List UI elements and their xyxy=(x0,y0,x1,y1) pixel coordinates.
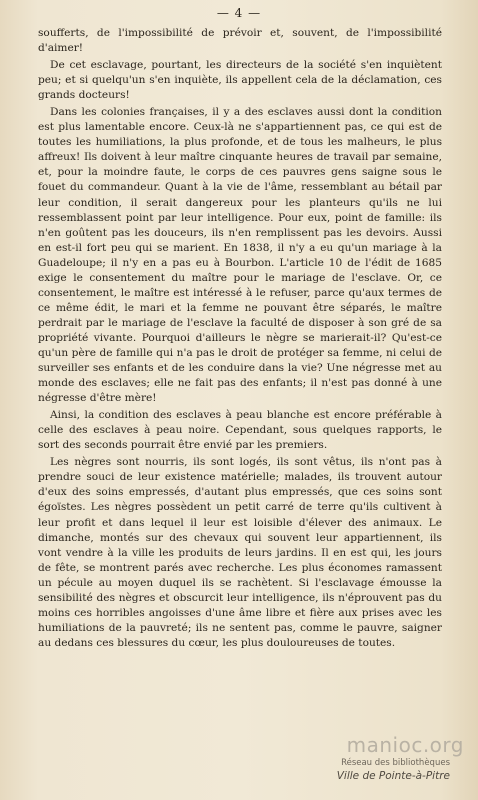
watermark-library: Ville de Pointe-à-Pitre xyxy=(336,770,450,782)
page-number: — 4 — xyxy=(216,6,262,20)
paragraph: Dans les colonies françaises, il y a des esclaves aussi dont la condition est plus lamentable encore. Ceux-là ne s'appartiennent pas, ce qui est de toutes les humiliations, la plus profonde, et de tous les malheurs, le plus affreux! Ils doivent à leur maître cinquante heures de travail par semaine, et, pour la moindre faute, le corps de ces pauvres gens saigne sous le fouet du commandeur. Quant à la vie de l'âme, ressemblant au bétail par leur condition, il serait dangereux pour les planteurs qu'ils ne lui ressemblassent point par leur intelligence. Pour eux, point de famille: ils n'en goûtent pas les douceurs, ils n'en remplissent pas les devoirs. Aussi en est-il fort peu qui se marient. En 1838, il n'y a eu qu'un mariage à la Guadeloupe; il n'y en a pas eu à Bourbon. L'article 10 de l'édit de 1685 exige le consentement du maître pour le mariage de l'esclave. Or, ce consentement, le maître est intéressé à le refuser, parce qu'aux termes de ce même édit, le mari et la femme ne pouvant être séparés, le maître perdrait par le mariage de l'esclave la faculté de disposer à son gré de sa propriété vivante. Pourquoi d'ailleurs le nègre se marierait-il? Qu'est-ce qu'un père de famille qui n'a pas le droit de protéger sa femme, ni celui de surveiller ses enfants et de les conduire dans la vie? Une négresse met au monde des esclaves; elle ne fait pas des enfants; il n'est pas donné à une négresse d'être mère! xyxy=(38,106,442,405)
paragraph: De cet esclavage, pourtant, les directeurs de la société s'en inquiètent peu; et si quelqu'un s'en inquiète, ils appellent cela de la déclamation, ces grands docteurs! xyxy=(38,59,442,102)
paragraph: soufferts, de l'impossibilité de prévoir et, souvent, de l'impossibilité d'aimer! xyxy=(38,27,442,55)
watermark-site: manioc.org xyxy=(346,733,464,757)
watermark-network: Réseau des bibliothèques xyxy=(341,758,450,768)
paragraph: Les nègres sont nourris, ils sont logés, ils sont vêtus, ils n'ont pas à prendre souci de leur existence matérielle; malades, ils trouvent autour d'eux des soins empressés, d'autant plus empressés, que ces soins sont égoïstes. Les nègres possèdent un petit carré de terre qu'ils cultivent à leur profit et dans lequel il leur est loisible d'élever des animaux. Le dimanche, montés sur des chevaux qui souvent leur appartiennent, ils vont vendre à la ville les produits de leurs jardins. Il en est qui, les jours de fête, se montrent parés avec recherche. Les plus économes ramassent un pécule au moyen duquel ils se rachètent. Si l'esclavage émousse la sensibilité des nègres et obscurcit leur intelligence, ils n'éprouvent pas du moins ces horribles angoisses d'une âme libre et fière aux prises avec les humiliations de la pauvreté; ils ne sentent pas, comme le pauvre, saigner au dedans ces blessures du cœur, les plus douloureuses de toutes. xyxy=(38,456,442,649)
body-text xyxy=(38,26,442,651)
paragraph: Ainsi, la condition des esclaves à peau blanche est encore préférable à celle des esclaves à peau noire. Cependant, sous quelques rapports, le sort des seconds pourrait être envié par les premiers. xyxy=(38,409,442,452)
